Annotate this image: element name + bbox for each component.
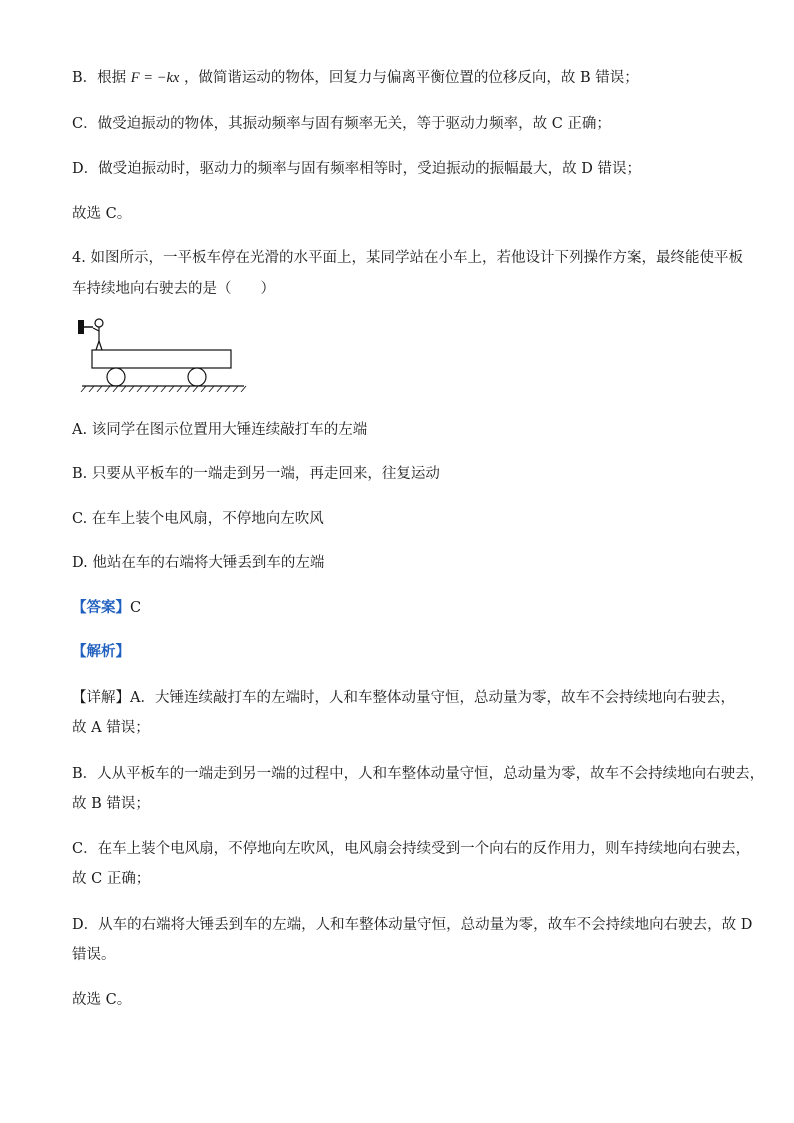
analysis-d-line1: D．从车的右端将大锤丢到车的左端，人和车整体动量守恒，总动量为零，故车不会持续地向右驶去，故 D	[72, 917, 753, 933]
answer-value: C	[130, 600, 142, 616]
cart-diagram	[78, 316, 248, 392]
analysis-d-line2: 错误。	[72, 947, 116, 963]
prev-analysis-b: B．根据 F = −kx ，做简谐运动的物体，回复力与偏离平衡位置的位移反向，故 B 错误；	[72, 70, 639, 86]
left-wheel	[107, 368, 125, 386]
option-a: A. 该同学在图示位置用大锤连续敲打车的左端	[72, 422, 368, 438]
analysis-c-line1: C．在车上装个电风扇，不停地向左吹风，电风扇会持续受到一个向右的反作用力，则车持续地向右驶去，	[72, 841, 751, 857]
question-stem-line1: 4. 如图所示，一平板车停在光滑的水平面上，某同学站在小车上，若他设计下列操作方案，最终能使平板	[72, 250, 743, 266]
ground-hatching	[81, 386, 246, 392]
analysis-a-line1: 【详解】A．大锤连续敲打车的左端时，人和车整体动量守恒，总动量为零，故车不会持续地向右驶去，	[72, 690, 735, 706]
option-b: B. 只要从平板车的一端走到另一端，再走回来，往复运动	[72, 466, 440, 482]
analysis-c-line2: 故 C 正确；	[72, 871, 151, 887]
question-stem-line2: 车持续地向右驶去的是（ ）	[72, 281, 275, 297]
answer-line	[72, 596, 141, 617]
detail-label: 【详解】	[72, 690, 130, 706]
analysis-b-line2: 故 B 错误；	[72, 796, 150, 812]
analysis-a-line2: 故 A 错误；	[72, 720, 150, 736]
cart-board	[92, 350, 231, 368]
hammer-head	[78, 320, 84, 334]
prev-analysis-c: C．做受迫振动的物体，其振动频率与固有频率无关，等于驱动力频率，故 C 正确；	[72, 116, 611, 132]
option-d: D. 他站在车的右端将大锤丢到车的左端	[72, 555, 325, 571]
prev-analysis-d: D．做受迫振动时，驱动力的频率与固有频率相等时，受迫振动的振幅最大，故 D 错误；	[72, 161, 641, 177]
formula: F = −kx	[130, 70, 180, 86]
right-wheel	[188, 368, 206, 386]
answer-label: 【答案】	[72, 599, 130, 616]
analysis-b-line1: B．人从平板车的一端走到另一端的过程中，人和车整体动量守恒，总动量为零，故车不会持续地向右驶去，	[72, 766, 765, 782]
analysis-label: 【解析】	[72, 643, 130, 660]
analysis-conclusion: 故选 C。	[72, 992, 132, 1008]
option-c: C. 在车上装个电风扇，不停地向左吹风	[72, 511, 324, 527]
prev-conclusion: 故选 C。	[72, 206, 132, 222]
person-head	[95, 319, 103, 327]
